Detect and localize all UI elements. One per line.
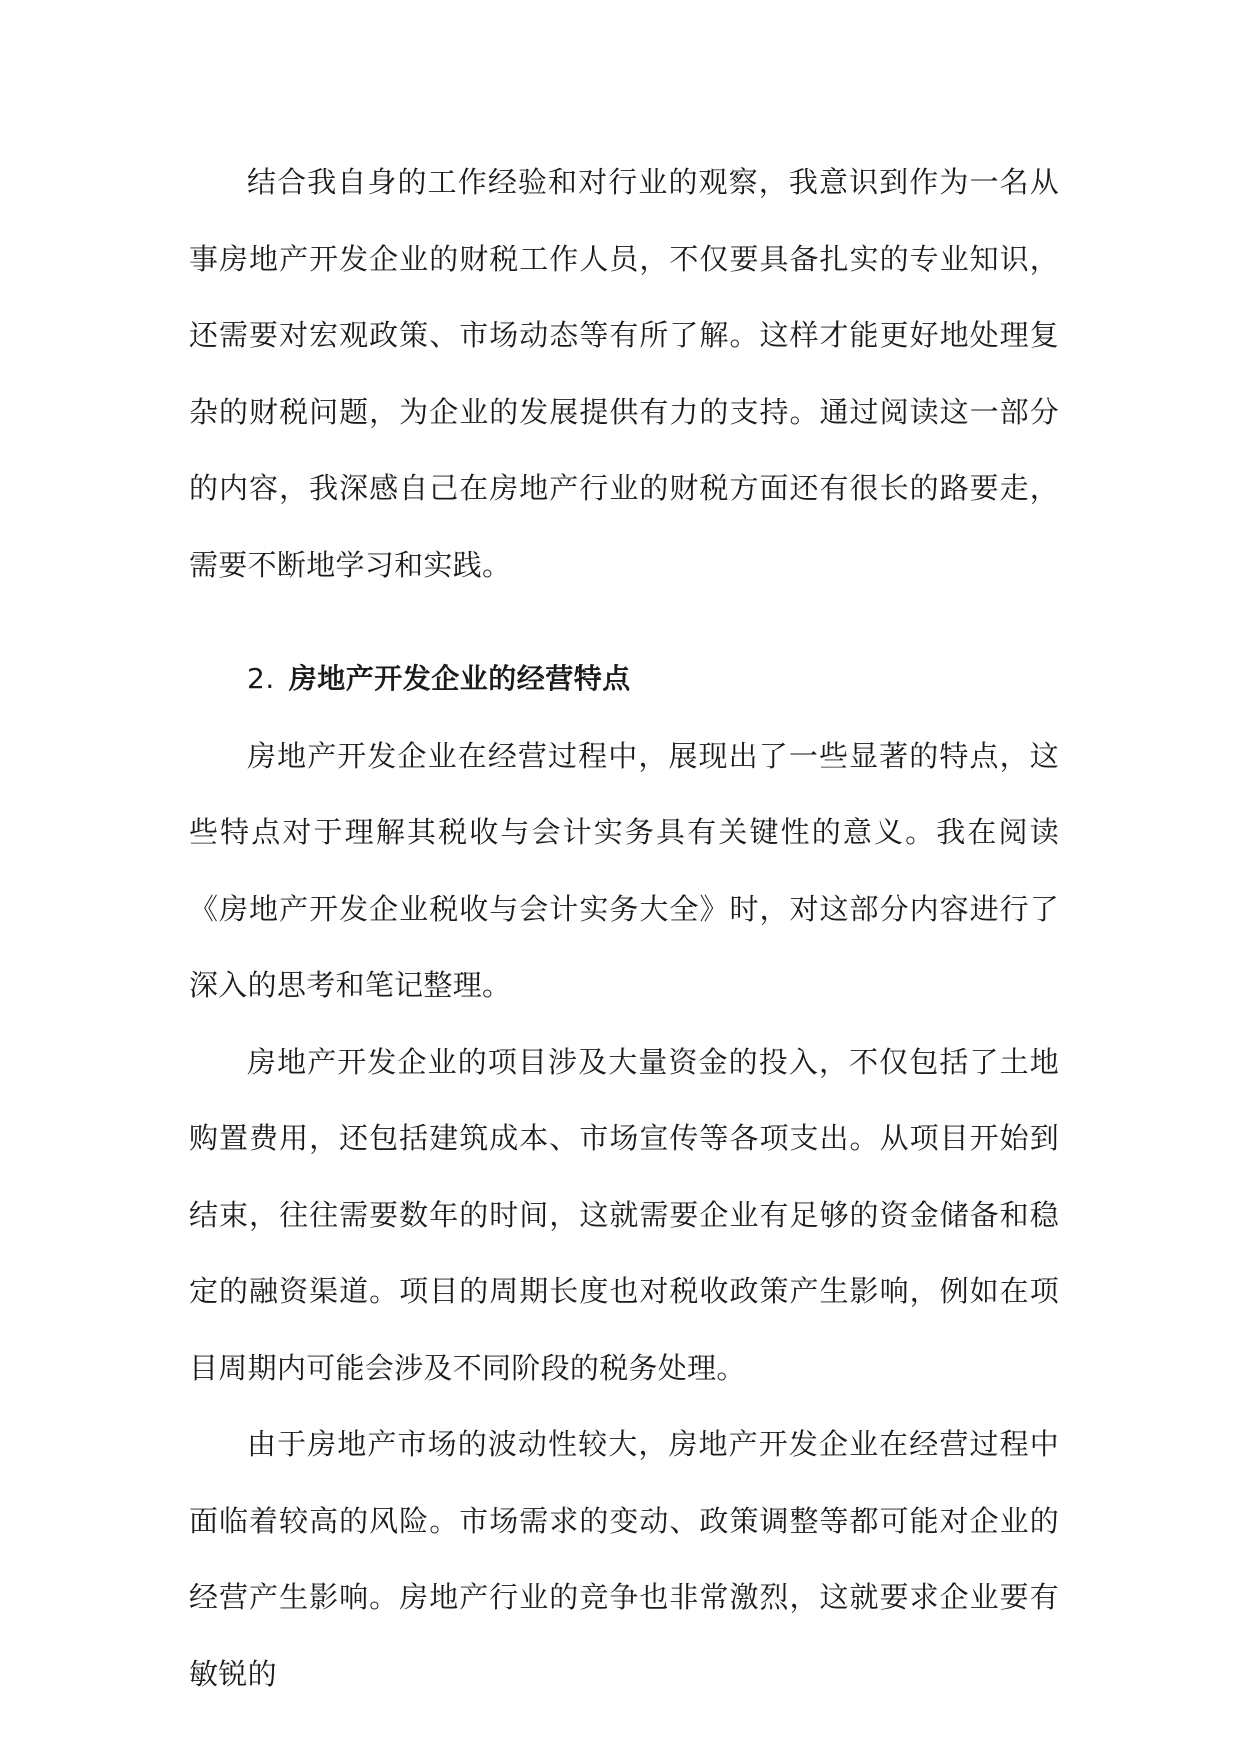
paragraph-business-features: 房地产开发企业在经营过程中，展现出了一些显著的特点，这些特点对于理解其税收与会计实务具有关键性的意义。我在阅读《房地产开发企业税收与会计实务大全》时，对这部分内容进行了深入的思考和笔记整理。: [189, 738, 1059, 1002]
paragraph-market-risk: 由于房地产市场的波动性较大，房地产开发企业在经营过程中面临着较高的风险。市场需求的变动、政策调整等都可能对企业的经营产生影响。房地产行业的竞争也非常激烈，这就要求企业要有敏锐的: [189, 1427, 1059, 1691]
section-number: 2.: [247, 662, 275, 695]
section-title: 房地产开发企业的经营特点: [288, 662, 631, 695]
section-heading: [189, 641, 1059, 718]
paragraph-work-experience: 结合我自身的工作经验和对行业的观察，我意识到作为一名从事房地产开发企业的财税工作人员，不仅要具备扎实的专业知识，还需要对宏观政策、市场动态等有所了解。这样才能更好地处理复杂的财税问题，为企业的发展提供有力的支持。通过阅读这一部分的内容，我深感自己在房地产行业的财税方面还有很长的路要走，需要不断地学习和实践。: [189, 165, 1059, 582]
document-body: [189, 144, 1059, 1712]
paragraph-capital-investment: 房地产开发企业的项目涉及大量资金的投入，不仅包括了土地购置费用，还包括建筑成本、市场宣传等各项支出。从项目开始到结束，往往需要数年的时间，这就需要企业有足够的资金储备和稳定的融资渠道。项目的周期长度也对税收政策产生影响，例如在项目周期内可能会涉及不同阶段的税务处理。: [189, 1044, 1059, 1385]
